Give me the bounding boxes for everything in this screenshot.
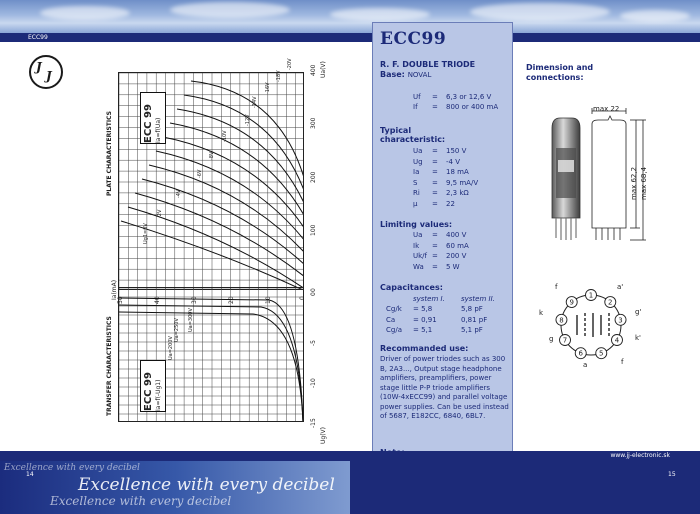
pin-label: g	[549, 335, 554, 343]
pin-label: k	[539, 309, 544, 317]
equals-sign: =	[432, 252, 438, 260]
spec-value: 200 V	[446, 252, 467, 260]
slogan-main: Excellence with every decibel	[78, 475, 335, 495]
pin-label: g'	[635, 308, 642, 316]
pin-number: 8	[559, 316, 564, 325]
pin-label: f	[555, 283, 558, 291]
jj-logo: J J	[29, 55, 63, 89]
plate-y-tick: 30	[191, 296, 198, 304]
cap-value-2: 5,1 pF	[461, 326, 483, 334]
plate-x-axis-label: Ua(V)	[320, 61, 327, 78]
plate-curve	[177, 109, 304, 205]
equals-sign: =	[432, 168, 438, 176]
plate-x-tick: 400	[310, 64, 317, 76]
plate-tube-label: ECC 99	[143, 104, 154, 143]
footer-slogan-banner	[0, 461, 350, 514]
plate-curve-label: -6V	[197, 169, 203, 178]
max-width-label: max 22	[593, 105, 620, 113]
plate-curve-label: -16V	[265, 82, 271, 94]
spec-panel: ECC99 R. F. DOUBLE TRIODE Base: NOVAL Uf = 6,3 or 12,6 V If = 800 or 400 mA Typical characteristic: Ua = 150 V Ug = -4 V Ia = 18 mA S = 9,5 mA/V Ri = 2,3 kΩ µ = 22 Limiting values: Ua = 400 V Ik = 60 mA Uk/f = 200 V Wa = 5 W Capacitances: system I. system II. Cg/k = 5,8 5,8 pF Ca = 0,91 0,81 pF Cg/a = 5,1 5,1 pF Recommanded use: Driver of power triodes such as 300 B, 2A3..., Output stage headphone amplifiers, preamplifiers, power stage little P-P triode amplifiers (10W-4xECC99) and parallel voltage power supplies. Can be used instead of 5687, E182CC, 6840, 6BL7.	[372, 22, 513, 488]
spec-base: Base: NOVAL	[380, 70, 432, 79]
equals-sign: =	[432, 157, 438, 166]
pin-label: f	[621, 358, 624, 366]
cap-value-2: 5,8 pF	[461, 305, 483, 313]
spec-symbol: Ri	[413, 189, 420, 197]
page-number-right: 15	[668, 471, 676, 478]
plate-y-tick: 0	[299, 296, 306, 300]
cap-value-2: 0,81 pF	[461, 315, 488, 324]
equals-sign: =	[432, 178, 438, 187]
plate-x-tick: 100	[310, 224, 317, 236]
plate-curve	[149, 165, 304, 253]
recommended-use-text: Driver of power triodes such as 300 B, 2A3..., Output stage headphone amplifiers, preamplifiers, power stage little P-P triode amplifiers (10W-4xECC99) and parallel voltage power supplies. Can be used instead of 5687, E182CC, 6840, 6BL7.	[380, 355, 509, 420]
plate-y-tick: 40	[154, 296, 161, 304]
triode-symbols	[577, 313, 609, 337]
plate-y-tick: 20	[228, 296, 235, 304]
header-label: ECC99	[28, 34, 48, 41]
transfer-curve-label: Ua=300V	[188, 308, 194, 332]
spec-subtitle: R. F. DOUBLE TRIODE	[380, 60, 476, 69]
transfer-x-axis-label: Ug(V)	[320, 427, 327, 444]
spec-title: ECC99	[380, 29, 447, 49]
equals-sign: =	[432, 231, 438, 239]
spec-value: 9,5 mA/V	[446, 178, 479, 187]
plate-curve	[184, 95, 304, 193]
plate-curve-label: -8V	[209, 151, 215, 160]
spec-symbol: Wa	[413, 262, 424, 271]
spec-symbol: Ua	[413, 231, 423, 239]
pin-connection-diagram	[535, 283, 650, 378]
limiting-heading: Limiting values:	[380, 220, 453, 229]
transfer-section-label: TRANSFER CHARACTERISTICS	[106, 316, 113, 416]
equals-sign: =	[432, 262, 438, 271]
max-height-label-1: max 62,2	[630, 166, 638, 200]
transfer-tube-label: ECC 99	[143, 372, 154, 411]
spec-symbol: µ	[413, 199, 418, 208]
transfer-curve-label: Ua=250V	[174, 318, 180, 342]
pin-label: a'	[617, 283, 624, 291]
plate-curve-label: -2V	[157, 209, 163, 218]
pin-number: 7	[562, 336, 568, 345]
transfer-x-tick: -5	[310, 340, 317, 346]
plate-x-tick: 200	[310, 171, 317, 183]
spec-value: 5 W	[446, 262, 460, 271]
plate-formula: Ia=f(Ua)	[155, 117, 162, 143]
plate-section-label: PLATE CHARACTERISTICS	[106, 111, 113, 196]
plate-curve	[128, 207, 304, 289]
pin-number: 6	[578, 349, 583, 358]
cap-value-1: = 5,8	[413, 305, 433, 313]
spec-value: 400 V	[446, 231, 467, 239]
recommended-use-heading: Recommanded use:	[380, 344, 469, 353]
plate-curve-label: -10V	[222, 130, 228, 142]
spec-symbol: Uk/f	[413, 252, 427, 260]
website-label: www.jj-electronic.sk	[610, 452, 670, 459]
header-bar	[0, 33, 700, 42]
spec-symbol: S	[413, 178, 418, 187]
pin-number: 2	[608, 298, 613, 307]
page-number-left: 14	[26, 471, 34, 478]
plate-y-tick: 10	[265, 296, 272, 304]
equals-sign: =	[432, 241, 438, 250]
cap-symbol: Ca	[386, 315, 396, 324]
plate-curve-label: -4V	[176, 189, 182, 198]
cap-symbol: Cg/k	[386, 305, 402, 313]
spec-value: 18 mA	[446, 168, 469, 176]
footer-right	[350, 461, 700, 514]
pin-number: 9	[569, 298, 574, 307]
cap-symbol: Cg/a	[386, 326, 402, 334]
max-height-label-2: max 68,4	[640, 166, 648, 200]
cap-value-1: = 0,91	[413, 315, 437, 324]
equals-sign: =	[432, 199, 438, 208]
plate-curve-label: -20V	[287, 58, 293, 70]
pin-number: 1	[588, 291, 594, 300]
tube-dimension-drawing	[530, 100, 680, 260]
spec-symbol: Ua	[413, 147, 423, 155]
dimension-heading: Dimension and connections:	[526, 63, 594, 82]
spec-value: 60 mA	[446, 241, 469, 250]
transfer-x-tick: -15	[310, 418, 317, 428]
plate-x-tick: 300	[310, 117, 317, 129]
transfer-tube-box	[140, 360, 166, 412]
equals-sign: =	[432, 147, 438, 155]
spec-symbol: Ik	[413, 241, 420, 250]
transfer-formula: Ia=f(-Ug1)	[155, 379, 162, 411]
pin-label: a	[583, 361, 588, 369]
pin-circles	[556, 290, 626, 359]
pin-number: 4	[614, 336, 620, 345]
header-sky-banner	[0, 0, 700, 33]
equals-sign: =	[432, 189, 438, 197]
spec-value: 150 V	[446, 147, 467, 155]
transfer-x-tick: -10	[310, 378, 317, 388]
footer-bar	[0, 451, 700, 461]
spec-symbol: Ia	[413, 168, 420, 176]
plate-x-tick: 0	[310, 288, 317, 292]
transfer-x-tick: 0	[310, 292, 317, 296]
plate-tube-box	[140, 92, 166, 144]
plate-curve-label: -18V	[276, 70, 282, 82]
slogan-echo: Excellence with every decibel	[50, 494, 232, 508]
cap-value-1: = 5,1	[413, 326, 433, 334]
plate-curve-label: -14V	[252, 96, 258, 108]
spec-value: 2,3 kΩ	[446, 189, 469, 197]
plate-curve	[135, 193, 304, 277]
capacitance-heading: Capacitances:	[380, 283, 443, 292]
pin-number: 3	[618, 316, 623, 325]
tube-photo	[552, 118, 580, 240]
spec-value: 22	[446, 199, 455, 208]
pin-label: k'	[635, 334, 641, 342]
spec-symbol: Ug	[413, 157, 423, 166]
plate-y-axis-label: Ia(mA)	[111, 279, 118, 300]
plate-curve	[191, 81, 304, 181]
slogan-small: Excellence with every decibel	[4, 463, 140, 473]
transfer-curve-label: Ua=200V	[168, 336, 174, 360]
spec-value: -4 V	[446, 157, 460, 166]
plate-curve-label: -12V	[245, 114, 251, 126]
typical-heading: Typical characteristic:	[380, 126, 446, 144]
pin-number: 5	[599, 349, 604, 358]
plate-y-tick: 50	[117, 296, 124, 304]
plate-curve-label: Ug1=0V	[143, 223, 149, 244]
